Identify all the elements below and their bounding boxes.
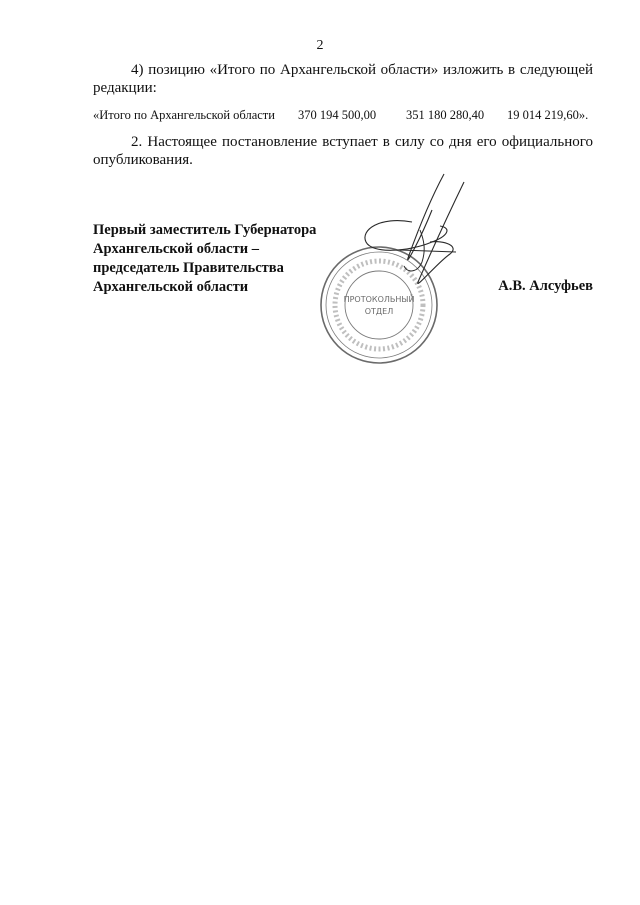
paragraph-amendment-4-text: 4) позицию «Итого по Архангельской области» изложить в следующей редакции: [93, 62, 593, 96]
total-row-label: «Итого по Архангельской области [93, 108, 275, 122]
signatory-position [93, 221, 353, 297]
paragraph-amendment-4 [93, 61, 593, 97]
total-row-value-1: 370 194 500,00 [298, 108, 377, 122]
total-row-value-3: 19 014 219,60». [507, 108, 589, 122]
signatory-position-line: председатель Правительства [93, 260, 284, 276]
signatory-position-line: Архангельской области [93, 279, 249, 295]
handwritten-signature [360, 170, 470, 300]
signatory-position-line: Первый заместитель Губернатора [93, 222, 317, 238]
paragraph-effective-date-text: 2. Настоящее постановление вступает в силу со дня его официального опубликования. [93, 134, 593, 168]
seal-center-text: ПРОТОКОЛЬНЫЙ [343, 295, 415, 304]
signatory-name: А.В. Алсуфьев [498, 278, 593, 294]
paragraph-effective-date [93, 133, 593, 169]
signatory-position-line: Архангельской области – [93, 241, 259, 257]
total-row-value-2: 351 180 280,40 [406, 108, 485, 122]
page-number: 2 [316, 38, 324, 53]
seal-center-text: ОТДЕЛ [364, 307, 394, 316]
